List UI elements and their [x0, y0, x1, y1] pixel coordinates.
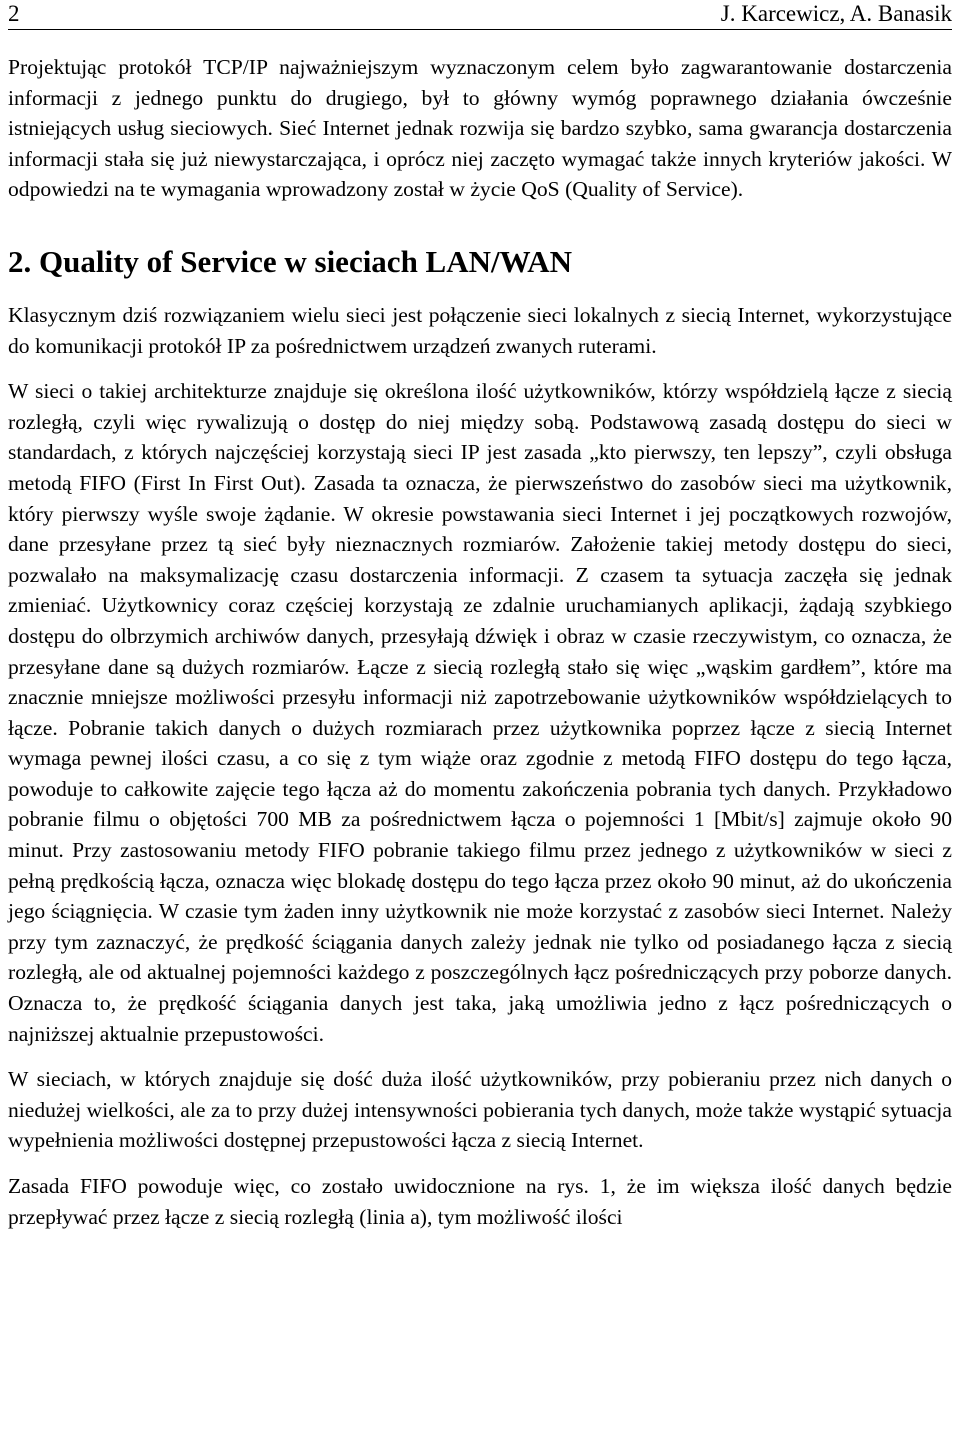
section-paragraph-4: Zasada FIFO powoduje więc, co zostało uwidocznione na rys. 1, że im większa ilość danych będzie przepływać przez łącze z siecią rozległą (linia a), tym możliwość ilości	[8, 1174, 952, 1229]
page-number: 2	[8, 1, 20, 26]
section-paragraph-3: W sieciach, w których znajduje się dość duża ilość użytkowników, przy pobieraniu przez nich danych o niedużej wielkości, ale za to przy dużej intensywności pobierania tych danych, może także wystąpić sytuacja wypełnienia możliwości dostępnej przepustowości łącza z siecią Internet.	[8, 1067, 952, 1153]
section-heading: 2. Quality of Service w sieciach LAN/WAN	[8, 243, 572, 279]
page-body	[8, 52, 952, 1232]
running-header-authors: J. Karcewicz, A. Banasik	[720, 1, 952, 26]
intro-paragraph: Projektując protokół TCP/IP najważniejszym wyznaczonym celem było zagwarantowanie dostarczenia informacji z jednego punktu do drugiego, był to główny wymóg poprawnego działania ówcześnie istniejących usług sieciowych. Sieć Internet jednak rozwija się bardzo szybko, sama gwarancja dostarczenia informacji stała się już niewystarczająca, i oprócz niej zaczęto wymagać także innych kryteriów jakości. W odpowiedzi na te wymagania wprowadzony został w życie QoS (Quality of Service).	[8, 55, 952, 202]
section-paragraph-2: W sieci o takiej architekturze znajduje się określona ilość użytkowników, którzy współdzielą łącze z siecią rozległą, czyli więc rywalizują o dostęp do niej między sobą. Podstawową zasadą dostępu do sieci w standardach, z których najczęściej korzystają sieci IP jest zasada „kto pierwszy, ten lepszy”, czyli obsługa metodą FIFO (First In First Out). Zasada ta oznacza, że pierwszeństwo do zasobów sieci ma użytkownik, który pierwszy wyśle swoje żądanie. W okresie powstawania sieci Internet i jej początkowych rozwojów, dane przesyłane przez tą sieć były nieznacznych rozmiarów. Założenie takiej metody dostępu do sieci, pozwalało na maksymalizację czasu dostarczenia informacji. Z czasem ta sytuacja zaczęła się jednak zmieniać. Użytkownicy coraz częściej korzystają ze zdalnie uruchamianych aplikacji, żądają szybkiego dostępu do olbrzymich archiwów danych, przesyłają dźwięk i obraz w czasie rzeczywistym, co oznacza, że przesyłane dane są dużych rozmiarów. Łącze z siecią rozległą stało się więc „wąskim gardłem”, które ma znacznie mniejsze możliwości przesyłu informacji niż zapotrzebowanie użytkowników współdzielących to łącze. Pobranie takich danych o dużych rozmiarach przez użytkownika poprzez łącze z siecią Internet wymaga pewnej ilości czasu, a co się z tym wiąże oraz zgodnie z metodą FIFO dostępu do tego łącza, powoduje to całkowite zajęcie tego łącza aż do momentu zakończenia pobrania tych danych. Przykładowo pobranie filmu o objętości 700 MB za pośrednictwem łącza o pojemności 1 [Mbit/s] zajmuje około 90 minut. Przy zastosowaniu metody FIFO pobranie takiego filmu przez jednego z użytkowników w sieci z pełną prędkością łącza, oznacza więc blokadę dostępu do tego łącza przez około 90 minut, aż do ukończenia jego ściągnięcia. W czasie tym żaden inny użytkownik nie może korzystać z zasobów sieci Internet. Należy przy tym zaznaczyć, że prędkość ściągania danych zależy jednak nie tylko od posiadanego łącza z siecią rozległą, ale od aktualnej pojemności każdego z poszczególnych łącz pośredniczących przy poborze danych. Oznacza to, że prędkość ściągania danych jest taka, jaką umożliwia jedno z łącz pośredniczących o najniższej aktualnie przepustowości.	[8, 379, 952, 1046]
section-paragraph-1: Klasycznym dziś rozwiązaniem wielu sieci jest połączenie sieci lokalnych z siecią Internet, wykorzystujące do komunikacji protokół IP za pośrednictwem urządzeń zwanych ruterami.	[8, 302, 952, 358]
running-header	[8, 0, 952, 30]
